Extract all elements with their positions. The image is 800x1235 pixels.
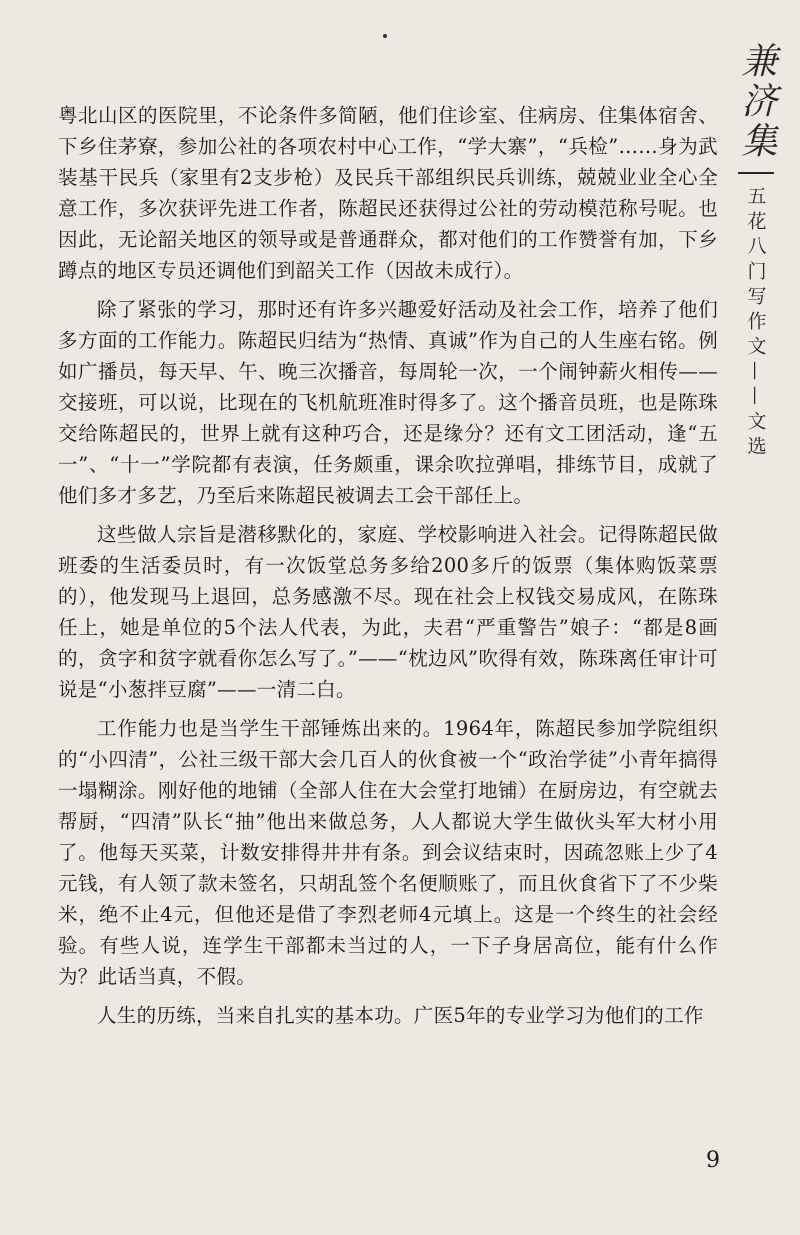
running-header <box>730 42 782 461</box>
page-number: 9 <box>706 1148 720 1173</box>
paragraph-3: 这些做人宗旨是潜移默化的，家庭、学校影响进入社会。记得陈超民做班委的生活委员时，有一次饭堂总务多给200多斤的饭票（集体购饭菜票的），他发现马上退回，总务感激不尽。现在社会上权钱交易成风，在陈珠任上，她是单位的5个法人代表，为此，夫君“严重警告”娘子：“都是8画的，贪字和贫字就看你怎么写了。”——“枕边风”吹得有效，陈珠离任审计可说是“小葱拌豆腐”——一清二白。 <box>58 523 718 701</box>
paragraph-5: 人生的历练，当来自扎实的基本功。广医5年的专业学习为他们的工作 <box>97 1004 704 1027</box>
header-rule <box>738 172 774 174</box>
paragraph-1: 粤北山区的医院里，不论条件多简陋，他们住诊室、住病房、住集体宿舍、下乡住茅寮，参加公社的各项农村中心工作，“学大寨”，“兵检”……身为武装基干民兵（家里有2支步枪）及民兵干部组织民兵训练，兢兢业业全心全意工作，多次获评先进工作者，陈超民还获得过公社的劳动模范称号呢。也因此，无论韶关地区的领导或是普通群众，都对他们的工作赞誉有加，下乡蹲点的地区专员还调他们到韶关工作（因故未成行）。 <box>58 104 718 282</box>
paragraph-2: 除了紧张的学习，那时还有许多兴趣爱好活动及社会工作，培养了他们多方面的工作能力。陈超民归结为“热情、真诚”作为自己的人生座右铭。例如广播员，每天早、午、晚三次播音，每周轮一次，一个闹钟薪火相传——交接班，可以说，比现在的飞机航班准时得多了。这个播音员班，也是陈珠交给陈超民的，世界上就有这种巧合，还是缘分？还有文工团活动，逢“五一”、“十一”学院都有表演，任务颇重，课余吹拉弹唱，排练节目，成就了他们多才多艺，乃至后来陈超民被调去工会干部任上。 <box>58 298 718 507</box>
paragraph-4: 工作能力也是当学生干部锤炼出来的。1964年，陈超民参加学院组织的“小四清”，公社三级干部大会几百人的伙食被一个“政治学徒”小青年搞得一塌糊涂。刚好他的地铺（全部人住在大会堂打地铺）在厨房边，有空就去帮厨，“四清”队长“抽”他出来做总务，人人都说大学生做伙头军大材小用了。他每天买菜，计数安排得井井有条。到会议结束时，因疏忽账上少了4元钱，有人领了款未签名，只胡乱签个名便顺账了，而且伙食省下了不少柴米，绝不止4元，但他还是借了李烈老师4元填上。这是一个终生的社会经验。有些人说，连学生干部都未当过的人，一下子身居高位，能有什么作为？此话当真，不假。 <box>58 717 718 988</box>
book-title: 五花八门写作文——文选 <box>744 186 767 461</box>
body-text <box>58 100 718 1039</box>
top-dot <box>383 34 387 38</box>
series-title: 兼济集 <box>735 42 777 162</box>
